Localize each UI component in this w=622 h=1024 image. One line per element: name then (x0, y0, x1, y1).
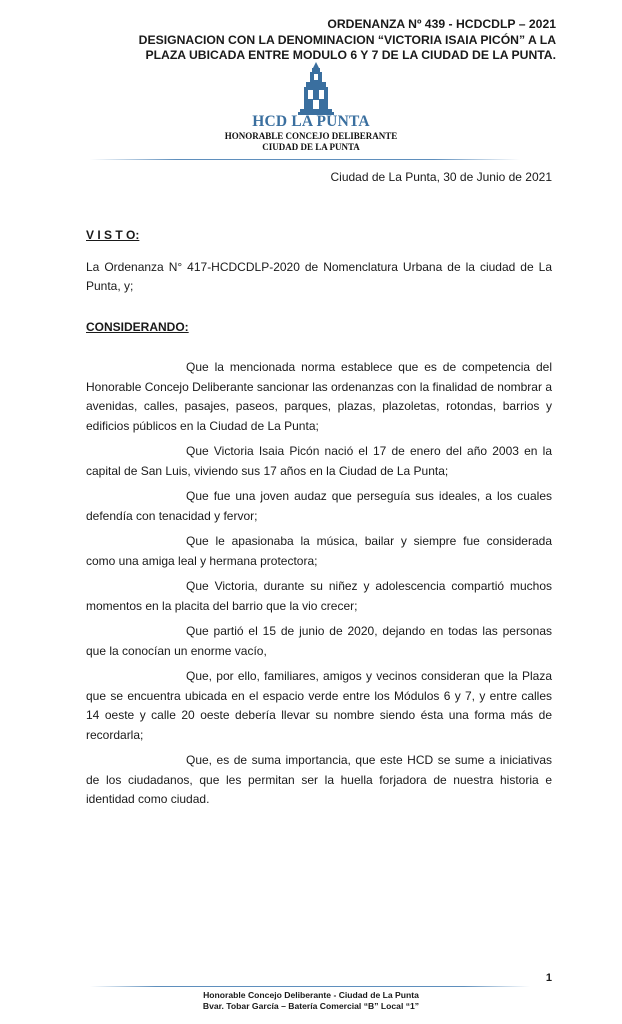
considerando-paragraph: Que Victoria Isaia Picón nació el 17 de enero del año 2003 en la capital de San Luis, viviendo sus 17 años en la Ciudad de La Punta; (86, 444, 552, 478)
footer-address (150, 990, 472, 1012)
visto-heading: V I S T O: (86, 228, 140, 242)
considerando-paragraph: Que la mencionada norma establece que es de competencia del Honorable Concejo Deliberante sancionar las ordenanzas con la finalidad de nombrar a avenidas, calles, pasajes, paseos, parques, plazas, plazoletas, rotondas, barrios y edificios públicos en la Ciudad de La Punta; (86, 360, 552, 433)
considerando-paragraph: Que, por ello, familiares, amigos y vecinos consideran que la Plaza que se encuentra ubicada en el espacio verde entre los Módulos 6 y 7, y entre calles 14 oeste y calle 20 oeste debería llevar su nombre siendo ésta una forma más de recordarla; (86, 669, 552, 742)
footer-line-1: Honorable Concejo Deliberante - Ciudad de La Punta (203, 990, 419, 1000)
institution-line-2: CIUDAD DE LA PUNTA (262, 142, 360, 152)
title-line-3: PLAZA UBICADA ENTRE MODULO 6 Y 7 DE LA CIUDAD DE LA PUNTA. (145, 48, 556, 62)
considerando-paragraph: Que, es de suma importancia, que este HCD se sume a iniciativas de los ciudadanos, que les permitan ser la huella forjadora de nuestra historia e identidad como ciudad. (86, 753, 552, 806)
page-number: 1 (545, 972, 552, 984)
considerando-paragraph: Que fue una joven audaz que perseguía sus ideales, a los cuales defendía con tenacidad y fervor; (86, 489, 552, 523)
visto-text: La Ordenanza N° 417-HCDCDLP-2020 de Nomenclatura Urbana de la ciudad de La Punta, y; (86, 259, 552, 293)
header-divider (90, 159, 520, 160)
considerando-paragraph: Que le apasionaba la música, bailar y siempre fue considerada como una amiga leal y hermana protectora; (86, 534, 552, 568)
document-body (86, 226, 552, 810)
document-date: Ciudad de La Punta, 30 de Junio de 2021 (330, 170, 552, 184)
considerando-paragraph: Que Victoria, durante su niñez y adolescencia compartió muchos momentos en la placita del barrio que la vio crecer; (86, 579, 552, 613)
considerando-paragraph: Que partió el 15 de junio de 2020, dejando en todas las personas que la conocían un enorme vacío, (86, 624, 552, 658)
considerando-heading: CONSIDERANDO: (86, 319, 189, 334)
ordinance-title (96, 17, 556, 64)
institution-name (180, 131, 442, 153)
institution-line-1: HONORABLE CONCEJO DELIBERANTE (224, 131, 398, 141)
tower-building-icon (298, 62, 334, 116)
footer-line-2: Bvar. Tobar García – Batería Comercial “B” Local “1” (202, 1001, 420, 1011)
title-line-2: DESIGNACION CON LA DENOMINACION “VICTORIA ISAIA PICÓN” A LA (138, 32, 556, 47)
brand-name: HCD LA PUNTA (252, 113, 370, 130)
title-line-1: ORDENANZA Nº 439 - HCDCDLP – 2021 (327, 17, 556, 31)
footer-divider (90, 986, 530, 987)
